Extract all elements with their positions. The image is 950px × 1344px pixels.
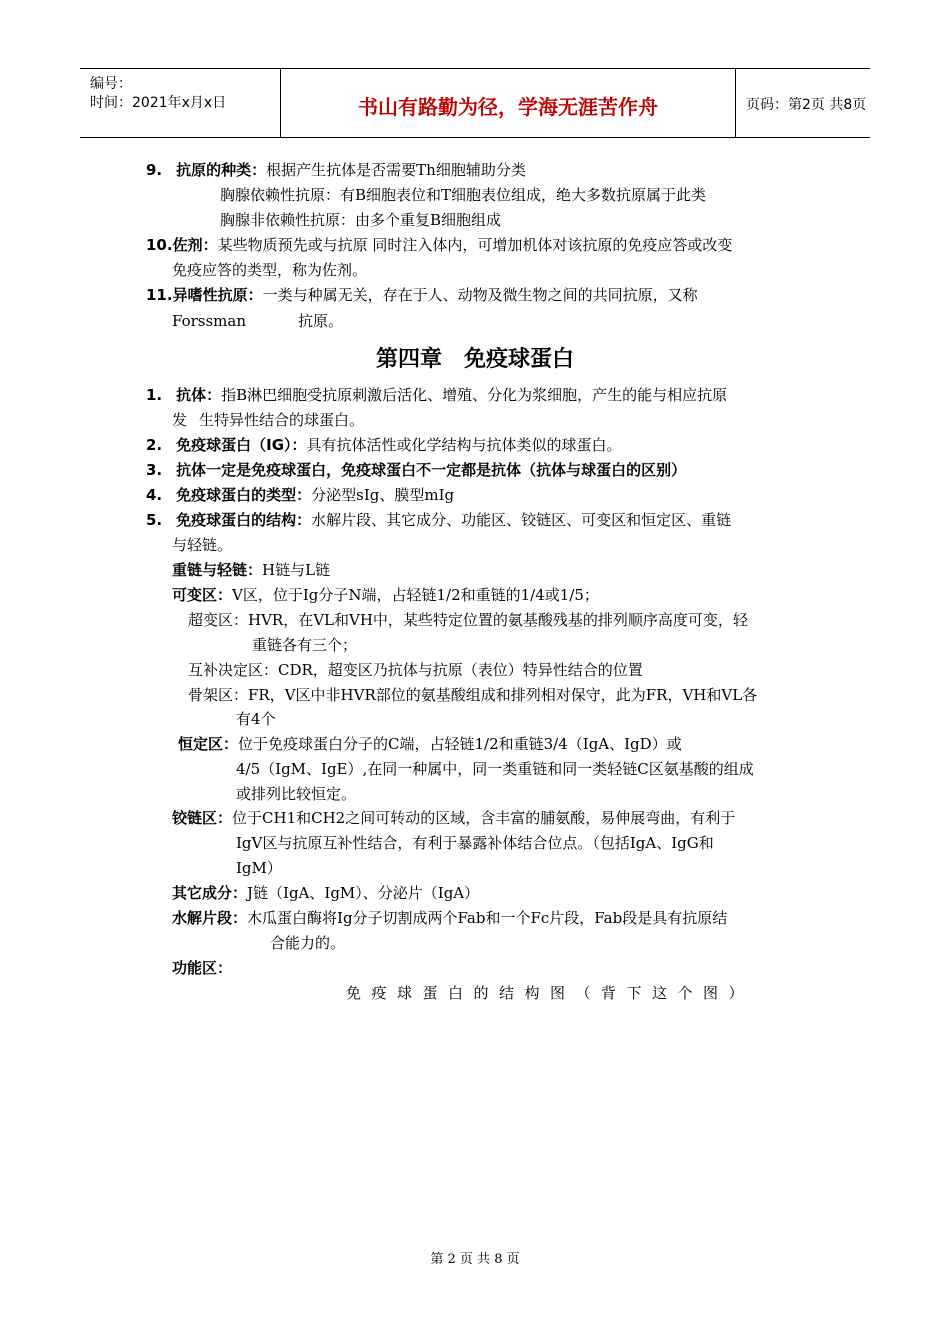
item-term: 免疫球蛋白的结构： (176, 511, 312, 529)
item-text: 位于CH1和CH2之间可转动的区域，含丰富的脯氨酸，易伸展弯曲，有利于 (232, 809, 736, 827)
other-components (172, 883, 479, 903)
page-footer: 第 2 页 共 8 页 (430, 1252, 520, 1267)
cdr-region: 互补决定区：CDR，超变区乃抗体与抗原（表位）特异性结合的位置 (188, 661, 643, 679)
item-term: 水解片段： (172, 909, 248, 927)
constant-continuation-1: 4/5（IgM、IgE）,在同一种属中，同一类重链和同一类轻链C区氨基酸的组成 (236, 760, 754, 778)
hypervariable-region: 超变区：HVR，在VL和VH中，某些特定位置的氨基酸残基的排列顺序高度可变，轻 (188, 611, 748, 629)
item-text: 某些物质预先或与抗原 同时注入体内，可增加机体对该抗原的免疫应答或改变 (217, 236, 733, 254)
hinge-region (172, 808, 735, 828)
chapter-heading: 第四章 免疫球蛋白 (375, 347, 574, 372)
item-number: 3. (146, 461, 163, 479)
item-term: 抗原的种类： (176, 161, 267, 179)
ch4-item-5-continuation: 与轻链。 (172, 536, 233, 554)
item-term: 可变区： (172, 586, 233, 604)
variable-region (172, 585, 599, 605)
item-term: 重链与轻链： (172, 561, 263, 579)
ch4-item-1-continuation (172, 410, 364, 430)
item-text: V区，位于Ig分子N端，占轻链1/2和重链的1/4或1/5； (232, 586, 599, 604)
hinge-continuation-2: IgM） (236, 859, 282, 877)
header-left-cell (80, 69, 281, 137)
item-term: 功能区： (172, 959, 233, 977)
item-term: 铰链区： (172, 809, 233, 827)
ch4-item-2 (146, 435, 622, 455)
item-text: 一类与种属无关，存在于人、动物及微生物之间的共同抗原，又称 (262, 286, 698, 304)
item-term: 抗体： (176, 386, 222, 404)
heavy-light-chain (172, 560, 330, 580)
item-11-continuation (172, 311, 343, 331)
header-page-number: 页码：第2页 共8页 (746, 97, 867, 113)
item-9-sub-1: 胸腺依赖性抗原：有B细胞表位和T细胞表位组成，绝大多数抗原属于此类 (220, 186, 707, 204)
doc-date: 时间：2021年x月x日 (90, 95, 227, 111)
item-text: 具有抗体活性或化学结构与抗体类似的球蛋白。 (306, 436, 622, 454)
page-header (80, 68, 870, 138)
ch4-item-3 (146, 460, 686, 480)
continuation-part-b: 生特异性结合的球蛋白。 (199, 411, 365, 429)
doc-code-label: 编号： (90, 76, 132, 92)
ch4-item-1 (146, 385, 727, 405)
item-term: 免疫球蛋白（IG）： (176, 436, 307, 454)
hydrolysis-fragments (172, 908, 727, 928)
item-text: 指B淋巴细胞受抗原刺激后活化、增殖、分化为浆细胞，产生的能与相应抗原 (221, 386, 728, 404)
hinge-continuation-1: IgV区与抗原互补性结合，有利于暴露补体结合位点。（包括IgA、IgG和 (236, 834, 714, 852)
item-9-sub-2: 胸腺非依赖性抗原：由多个重复B细胞组成 (220, 211, 502, 229)
item-number: 9. (146, 161, 163, 179)
item-number: 5. (146, 511, 163, 529)
item-9 (146, 160, 526, 180)
item-term: 佐剂： (172, 236, 218, 254)
item-term: 其它成分： (172, 884, 248, 902)
item-10-continuation: 免疫应答的类型，称为佐剂。 (172, 261, 368, 279)
item-10 (146, 235, 732, 255)
antigen-word: 抗原。 (298, 312, 344, 330)
item-term: 恒定区： (178, 735, 239, 753)
item-number: 1. (146, 386, 163, 404)
constant-region (178, 734, 682, 754)
item-number: 11. (146, 286, 173, 304)
header-center-cell (281, 69, 736, 137)
item-text: H链与L链 (262, 561, 331, 579)
item-text: J链（IgA、IgM）、分泌片（IgA） (247, 884, 480, 902)
ch4-item-4 (146, 485, 454, 505)
item-text: 分泌型sIg、膜型mIg (311, 486, 455, 504)
functional-region (172, 958, 232, 978)
item-term: 异嗜性抗原： (172, 286, 263, 304)
forssman-word: Forssman (172, 312, 247, 330)
framework-continuation: 有4个 (236, 710, 276, 728)
ch4-item-5 (146, 510, 731, 530)
item-text: 木瓜蛋白酶将Ig分子切割成两个Fab和一个Fc片段，Fab段是具有抗原结 (247, 909, 728, 927)
header-right-cell (736, 69, 870, 137)
constant-continuation-2: 或排列比较恒定。 (236, 785, 357, 803)
item-11 (146, 285, 698, 305)
item-number: 4. (146, 486, 163, 504)
figure-caption: 免疫球蛋白的结构图（背下这个图） (346, 984, 755, 1002)
item-term: 免疫球蛋白的类型： (176, 486, 312, 504)
item-number: 2. (146, 436, 163, 454)
item-term: 抗体一定是免疫球蛋白，免疫球蛋白不一定都是抗体（抗体与球蛋白的区别） (176, 461, 687, 479)
item-text: 位于免疫球蛋白分子的C端，占轻链1/2和重链3/4（IgA、IgD）或 (238, 735, 682, 753)
item-number: 10. (146, 236, 173, 254)
item-text: 根据产生抗体是否需要Th细胞辅助分类 (266, 161, 526, 179)
framework-region: 骨架区：FR，V区中非HVR部位的氨基酸组成和排列相对保守，此为FR，VH和VL各 (188, 686, 758, 704)
hypervariable-continuation: 重链各有三个； (252, 636, 358, 654)
hydrolysis-continuation: 合能力的。 (270, 934, 346, 952)
item-text: 水解片段、其它成分、功能区、铰链区、可变区和恒定区、重链 (311, 511, 732, 529)
continuation-part-a: 发 (172, 411, 188, 429)
header-motto: 书山有路勤为径，学海无涯苦作舟 (358, 95, 658, 119)
